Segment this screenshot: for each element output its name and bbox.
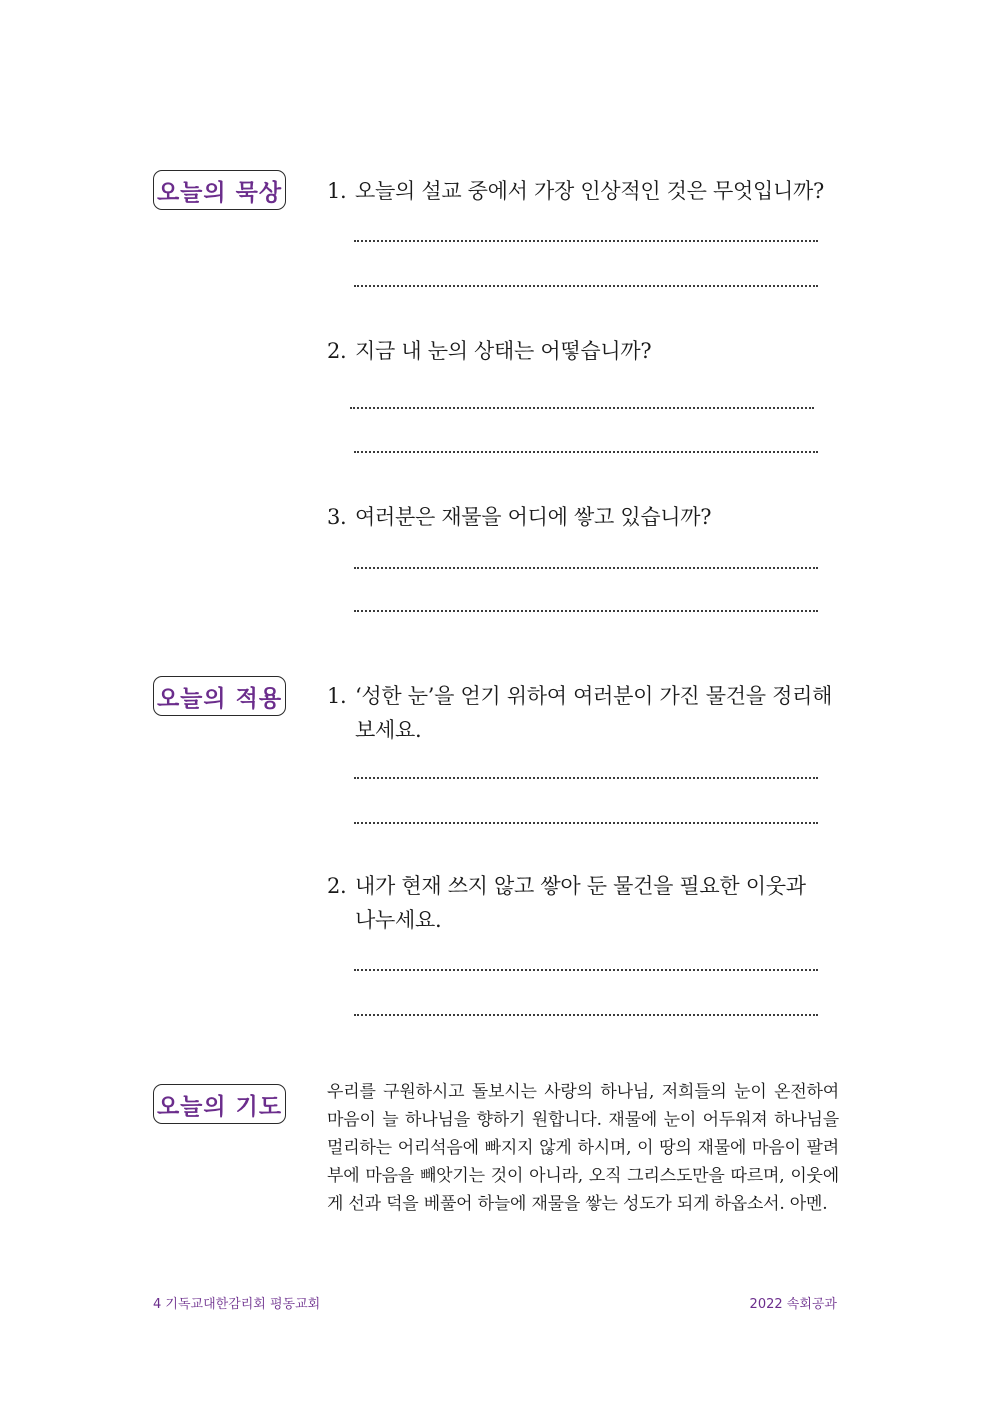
answer-line[interactable] xyxy=(354,610,818,612)
footer-right: 2022 속회공과 xyxy=(749,1297,837,1312)
question-text-line2: 보세요. xyxy=(355,718,422,742)
application-tag: 오늘의 적용 xyxy=(153,676,286,716)
answer-line[interactable] xyxy=(354,451,818,453)
question-number: 1. xyxy=(327,684,347,708)
question-text-line1: 내가 현재 쓰지 않고 쌓아 둔 물건을 필요한 이웃과 xyxy=(355,874,806,898)
application-question-1 xyxy=(327,679,839,747)
question-text: 오늘의 설교 중에서 가장 인상적인 것은 무엇입니까? xyxy=(355,179,824,203)
answer-line[interactable] xyxy=(354,240,818,242)
prayer-text: 우리를 구원하시고 돌보시는 사랑의 하나님, 저희들의 눈이 온전하여 마음이 늘 하나님을 향하기 원합니다. 재물에 눈이 어두워져 하나님을 멀리하는 어리석음에 빠지지 않게 하시며, 이 땅의 재물에 마음이 팔려 부에 마음을 빼앗기는 것이 아니라, 오직 그리스도만을 따르며, 이웃에게 선과 덕을 베풀어 하늘에 재물을 쌓는 성도가 되게 하옵소서. 아멘. xyxy=(327,1082,839,1214)
application-question-2 xyxy=(327,869,839,937)
meditation-question-1 xyxy=(327,174,839,208)
question-text: 여러분은 재물을 어디에 쌓고 있습니까? xyxy=(355,505,712,529)
prayer-tag: 오늘의 기도 xyxy=(153,1084,286,1124)
answer-line[interactable] xyxy=(354,285,818,287)
question-text: 지금 내 눈의 상태는 어떻습니까? xyxy=(355,339,652,363)
question-number: 3. xyxy=(327,505,347,529)
question-number: 1. xyxy=(327,179,347,203)
answer-line[interactable] xyxy=(354,969,818,971)
answer-line[interactable] xyxy=(350,407,814,409)
meditation-tag: 오늘의 묵상 xyxy=(153,170,286,210)
question-number: 2. xyxy=(327,339,347,363)
answer-line[interactable] xyxy=(354,567,818,569)
question-number: 2. xyxy=(327,874,347,898)
answer-line[interactable] xyxy=(354,777,818,779)
meditation-question-3 xyxy=(327,500,839,534)
meditation-question-2 xyxy=(327,334,839,368)
footer-left: 4 기독교대한감리회 평동교회 xyxy=(153,1297,321,1312)
answer-line[interactable] xyxy=(354,1014,818,1016)
answer-line[interactable] xyxy=(354,822,818,824)
question-text-line2: 나누세요. xyxy=(355,908,442,932)
question-text-line1: ‘성한 눈’을 얻기 위하여 여러분이 가진 물건을 정리해 xyxy=(355,684,833,708)
